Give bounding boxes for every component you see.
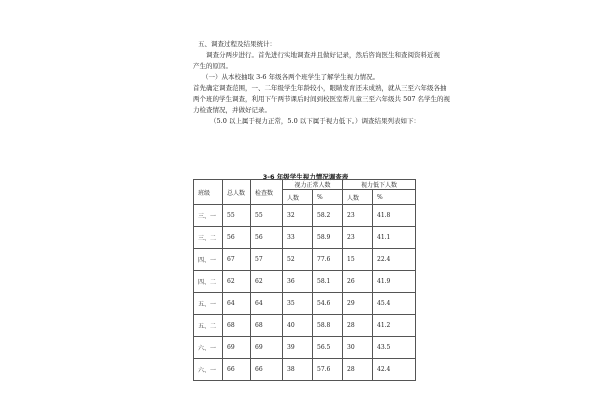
cell-low-percent: 41.9 (373, 271, 416, 293)
cell-class: 四、二 (194, 271, 223, 293)
paragraph-line: 产生的原因。 (193, 62, 232, 70)
header-normal-percent: % (313, 190, 343, 205)
cell-low-percent: 41.1 (373, 227, 416, 249)
table-row (194, 315, 416, 337)
table-row (194, 337, 416, 359)
header-total: 总人数 (223, 180, 251, 205)
cell-total: 56 (223, 227, 251, 249)
cell-normal-count: 40 (283, 315, 313, 337)
cell-total: 67 (223, 249, 251, 271)
cell-total: 68 (223, 315, 251, 337)
cell-low-count: 23 (343, 205, 373, 227)
cell-checked: 68 (251, 315, 283, 337)
cell-total: 66 (223, 359, 251, 381)
cell-total: 62 (223, 271, 251, 293)
cell-class: 五、二 (194, 315, 223, 337)
cell-total: 55 (223, 205, 251, 227)
cell-normal-count: 39 (283, 337, 313, 359)
cell-low-count: 28 (343, 359, 373, 381)
cell-normal-count: 32 (283, 205, 313, 227)
table-row (194, 227, 416, 249)
cell-normal-count: 38 (283, 359, 313, 381)
cell-normal-count: 35 (283, 293, 313, 315)
vision-survey-table (193, 179, 416, 381)
cell-low-count: 26 (343, 271, 373, 293)
paragraph-line: （5.0 以上属于视力正常，5.0 以下属于视力低下。）调查结果列表如下： (210, 117, 421, 125)
paragraph-line: 调查分两步进行。首先进行实地调查并且做好记录，然后咨询医生和查阅资料近视 (206, 51, 440, 59)
paragraph-line: 两个班的学生调查，利用下午两节课后时间到校医室帮儿童三至六年级共 507 名学生的视 (193, 95, 451, 103)
cell-checked: 56 (251, 227, 283, 249)
cell-normal-percent: 58.9 (313, 227, 343, 249)
cell-normal-percent: 77.6 (313, 249, 343, 271)
paragraph-line: 力检查情况，并做好记录。 (193, 106, 271, 114)
cell-normal-percent: 57.6 (313, 359, 343, 381)
header-normal-count: 人数 (283, 190, 313, 205)
cell-normal-percent: 54.6 (313, 293, 343, 315)
cell-checked: 55 (251, 205, 283, 227)
header-low-percent: % (373, 190, 416, 205)
header-checked: 检查数 (251, 180, 283, 205)
paragraph-line: 首先确定调查范围，一、二年级学生年龄较小，眼睛发育还未成熟，就从三至六年级各抽 (193, 84, 447, 92)
cell-low-count: 29 (343, 293, 373, 315)
cell-class: 六、一 (194, 359, 223, 381)
cell-low-percent: 43.5 (373, 337, 416, 359)
cell-checked: 62 (251, 271, 283, 293)
cell-low-percent: 42.4 (373, 359, 416, 381)
header-low-count: 人数 (343, 190, 373, 205)
cell-checked: 66 (251, 359, 283, 381)
cell-low-percent: 41.8 (373, 205, 416, 227)
table-row (194, 249, 416, 271)
cell-class: 五、一 (194, 293, 223, 315)
cell-checked: 57 (251, 249, 283, 271)
cell-normal-percent: 58.1 (313, 271, 343, 293)
cell-normal-percent: 58.2 (313, 205, 343, 227)
cell-class: 三、一 (194, 205, 223, 227)
section-heading: 五、调查过程及结果统计： (198, 40, 276, 48)
cell-total: 64 (223, 293, 251, 315)
cell-low-count: 30 (343, 337, 373, 359)
header-normal-group: 视力正常人数 (283, 180, 343, 190)
cell-low-percent: 45.4 (373, 293, 416, 315)
table-row (194, 205, 416, 227)
cell-checked: 64 (251, 293, 283, 315)
cell-low-count: 23 (343, 227, 373, 249)
cell-normal-percent: 56.5 (313, 337, 343, 359)
cell-low-count: 15 (343, 249, 373, 271)
cell-checked: 69 (251, 337, 283, 359)
table-header-row (194, 180, 416, 190)
table-caption: 3-6 年级学生视力情况调查表 (262, 173, 349, 181)
cell-low-percent: 41.2 (373, 315, 416, 337)
header-low-group: 视力低下人数 (343, 180, 416, 190)
cell-normal-count: 36 (283, 271, 313, 293)
cell-normal-count: 33 (283, 227, 313, 249)
cell-normal-percent: 58.8 (313, 315, 343, 337)
cell-low-count: 28 (343, 315, 373, 337)
cell-total: 69 (223, 337, 251, 359)
table-row (194, 293, 416, 315)
cell-low-percent: 22.4 (373, 249, 416, 271)
header-class: 班级 (194, 180, 223, 205)
subsection-heading: （一）从本校抽取 3-6 年级各两个班学生了解学生视力情况。 (202, 73, 380, 81)
cell-normal-count: 52 (283, 249, 313, 271)
table-row (194, 271, 416, 293)
cell-class: 六、一 (194, 337, 223, 359)
cell-class: 三、二 (194, 227, 223, 249)
table-row (194, 359, 416, 381)
cell-class: 四、一 (194, 249, 223, 271)
